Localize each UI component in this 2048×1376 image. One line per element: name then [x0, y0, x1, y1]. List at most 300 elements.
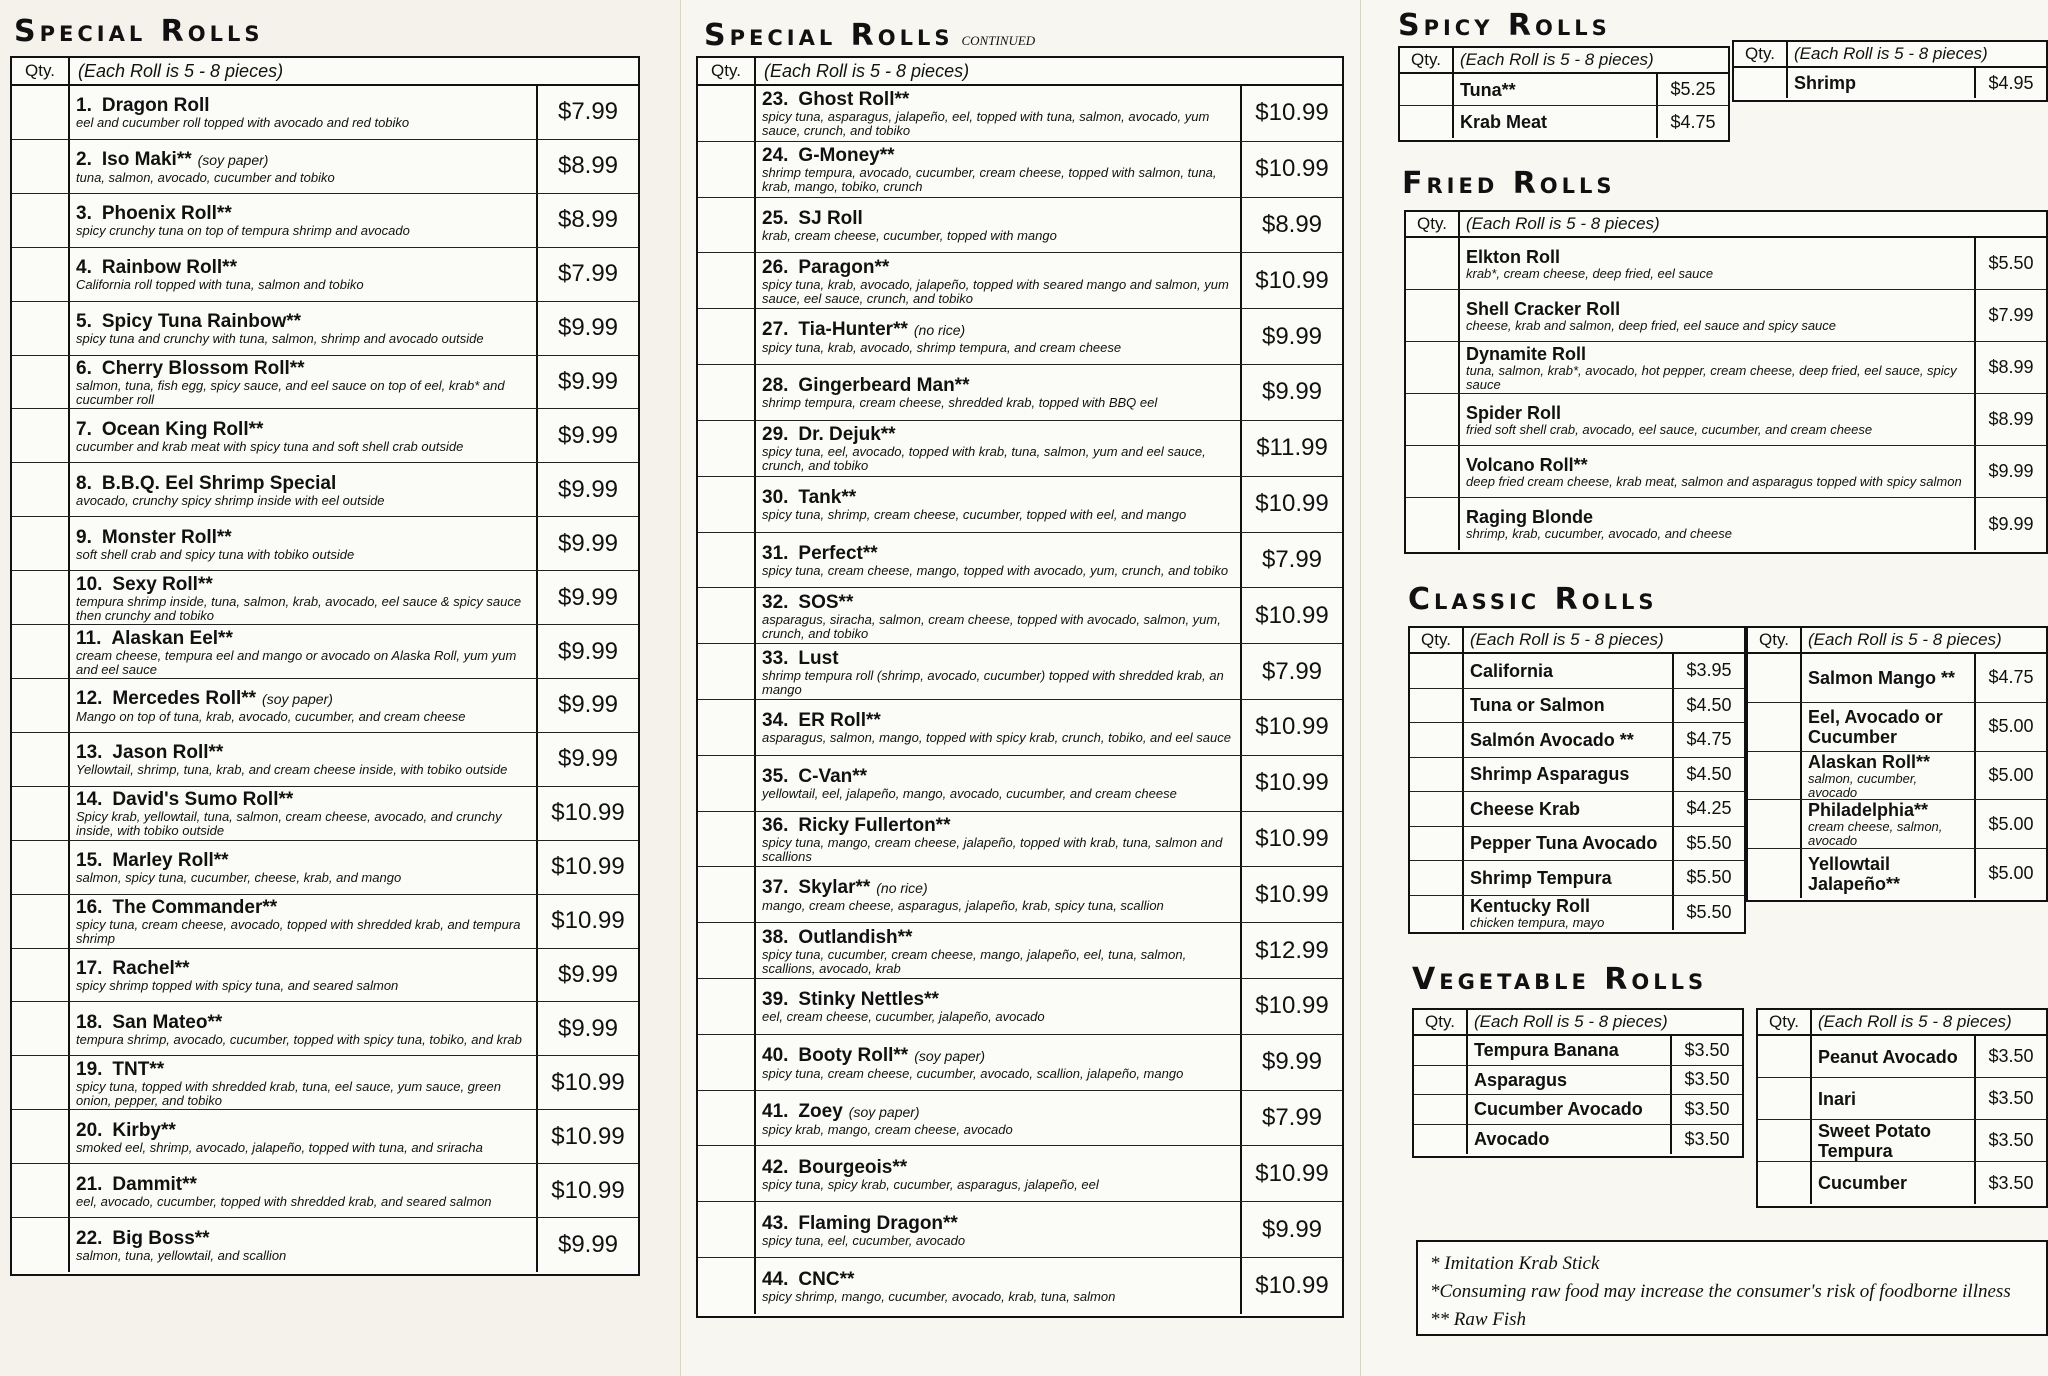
item-cell — [1460, 394, 1976, 445]
item-cell — [1802, 800, 1976, 848]
item-number: 24. — [762, 145, 789, 167]
item-cell — [1788, 68, 1976, 98]
item-name: Tuna** — [1460, 79, 1516, 100]
item-price: $9.99 — [1261, 378, 1323, 406]
item-cell — [1802, 752, 1976, 800]
qty-cell[interactable] — [1748, 800, 1802, 848]
pieces-note: (Each Roll is 5 - 8 pieces) — [1466, 214, 1660, 233]
menu-row — [698, 477, 1342, 533]
item-number: 16. — [76, 897, 103, 919]
qty-cell[interactable] — [1414, 1036, 1468, 1065]
pieces-note: (Each Roll is 5 - 8 pieces) — [1808, 630, 2002, 649]
qty-cell[interactable] — [12, 140, 70, 193]
qty-cell[interactable] — [698, 1146, 756, 1201]
menu-row — [12, 571, 638, 625]
item-name: Sweet Potato Tempura — [1818, 1120, 1932, 1161]
item-title — [76, 203, 530, 224]
item-name: Inari — [1818, 1088, 1857, 1109]
qty-cell[interactable] — [1406, 238, 1460, 289]
classic-rolls-table-right — [1746, 626, 2048, 902]
item-number: 30. — [762, 487, 789, 509]
item-price: $8.99 — [557, 206, 619, 234]
item-price: $4.75 — [1670, 111, 1716, 132]
item-price: $4.95 — [1988, 72, 2034, 93]
vegetable-rolls-table-right — [1756, 1008, 2048, 1208]
item-title — [762, 145, 1234, 166]
qty-cell[interactable] — [1758, 1120, 1812, 1161]
qty-cell[interactable] — [1400, 106, 1454, 138]
item-cell — [70, 787, 538, 840]
item-description: yellowtail, eel, jalapeño, mango, avocado, cucumber, and cream cheese — [762, 786, 1177, 802]
menu-row — [12, 1002, 638, 1056]
item-title — [762, 208, 1234, 229]
item-cell — [70, 194, 538, 247]
item-cell — [1464, 654, 1674, 688]
spicy-rolls-table-right — [1732, 40, 2048, 102]
item-cell — [756, 253, 1242, 308]
item-cell — [756, 142, 1242, 197]
item-number: 3. — [76, 203, 92, 225]
item-description: Mango on top of tuna, krab, avocado, cucumber, and cream cheese — [76, 708, 466, 724]
item-title — [76, 1228, 530, 1249]
special-rolls-continued-table — [696, 56, 1344, 1318]
item-cell — [70, 1056, 538, 1109]
item-description: tempura shrimp inside, tuna, salmon, krab, avocado, eel sauce & spicy sauce then crunchy and tobiko — [76, 593, 522, 623]
qty-cell[interactable] — [1410, 758, 1464, 792]
menu-row — [1406, 290, 2046, 342]
item-cell — [1468, 1095, 1672, 1124]
qty-cell[interactable] — [1406, 394, 1460, 445]
item-number: 28. — [762, 375, 789, 397]
item-number: 10. — [76, 573, 103, 595]
item-price: $10.99 — [1255, 880, 1329, 908]
qty-cell[interactable] — [698, 756, 756, 811]
table-header — [1748, 628, 2046, 654]
item-name: Flaming Dragon** — [798, 1212, 958, 1234]
qty-header: Qty. — [1414, 1010, 1468, 1034]
item-price: $8.99 — [1988, 357, 2034, 377]
qty-cell[interactable] — [1748, 849, 1802, 898]
menu-row — [698, 1258, 1342, 1314]
item-cell — [756, 588, 1242, 643]
qty-cell[interactable] — [12, 194, 70, 247]
qty-cell[interactable] — [698, 365, 756, 420]
item-number: 40. — [762, 1044, 789, 1066]
item-cell — [756, 365, 1242, 420]
qty-cell[interactable] — [12, 409, 70, 462]
grid-rows — [1734, 68, 2046, 98]
item-cell — [756, 477, 1242, 532]
menu-row — [12, 140, 638, 194]
item-description: spicy tuna, cream cheese, avocado, topped with shredded krab, and tempura shrimp — [76, 917, 521, 947]
item-name: CNC** — [798, 1268, 855, 1290]
item-name: ER Roll** — [798, 710, 881, 732]
item-description: mango, cream cheese, asparagus, jalapeño, krab, spicy tuna, scallion — [762, 898, 1164, 914]
qty-cell[interactable] — [698, 533, 756, 588]
qty-cell[interactable] — [698, 1091, 756, 1146]
item-cell — [70, 841, 538, 894]
item-cell — [1464, 827, 1674, 861]
qty-cell[interactable] — [1406, 342, 1460, 393]
item-description: California roll topped with tuna, salmon and tobiko — [76, 277, 364, 293]
qty-cell[interactable] — [698, 700, 756, 755]
menu-row — [698, 198, 1342, 254]
item-note: (soy paper) — [197, 151, 269, 168]
qty-cell[interactable] — [1410, 689, 1464, 723]
item-number: 13. — [76, 742, 103, 764]
item-name: Spicy Tuna Rainbow** — [101, 311, 302, 333]
qty-header: Qty. — [1758, 1010, 1812, 1034]
item-description: shrimp tempura, avocado, cucumber, cream cheese, topped with salmon, tuna, krab, mango, tobiko, crunch — [762, 165, 1217, 195]
item-name: Tank** — [798, 487, 857, 509]
menu-row — [12, 733, 638, 787]
item-cell — [756, 812, 1242, 867]
item-price: $9.99 — [557, 1014, 619, 1042]
item-description: tuna, salmon, avocado, cucumber and tobiko — [76, 169, 335, 185]
item-price: $5.00 — [1988, 764, 2034, 785]
qty-cell[interactable] — [12, 1164, 70, 1217]
qty-cell[interactable] — [12, 86, 70, 139]
menu-row — [1734, 68, 2046, 98]
item-name: Kirby** — [112, 1119, 176, 1141]
qty-cell[interactable] — [12, 1056, 70, 1109]
item-number: 11. — [76, 627, 102, 649]
item-price: $8.99 — [557, 152, 619, 180]
menu-row — [698, 86, 1342, 142]
qty-cell[interactable] — [698, 477, 756, 532]
item-name: Peanut Avocado — [1818, 1046, 1958, 1067]
qty-cell[interactable] — [1410, 792, 1464, 826]
qty-cell[interactable] — [698, 588, 756, 643]
qty-cell[interactable] — [698, 309, 756, 364]
item-description: krab*, cream cheese, deep fried, eel sauce — [1466, 265, 1714, 281]
qty-cell[interactable] — [12, 949, 70, 1002]
item-price: $5.50 — [1988, 253, 2034, 273]
menu-rows — [698, 86, 1342, 1314]
item-description: spicy shrimp, mango, cucumber, avocado, krab, tuna, salmon — [762, 1288, 1116, 1304]
qty-cell[interactable] — [12, 733, 70, 786]
item-title — [762, 1157, 1234, 1178]
item-name: Tia-Hunter** — [798, 319, 908, 341]
item-number: 41. — [762, 1100, 789, 1122]
item-name: Cucumber — [1818, 1173, 1908, 1193]
qty-cell[interactable] — [698, 867, 756, 922]
item-description: shrimp, krab, cucumber, avocado, and cheese — [1466, 526, 1732, 541]
item-name: Booty Roll** — [798, 1044, 909, 1066]
item-description: cream cheese, tempura eel and mango or avocado on Alaska Roll, yum yum and eel sauce — [76, 647, 517, 677]
item-name: Spider Roll — [1466, 402, 1562, 423]
item-cell — [70, 463, 538, 516]
item-title — [76, 789, 530, 810]
qty-header: Qty. — [1410, 628, 1464, 652]
item-cell — [70, 1164, 538, 1217]
qty-cell[interactable] — [1410, 896, 1464, 931]
menu-row — [698, 979, 1342, 1035]
item-price: $10.99 — [1255, 490, 1329, 518]
qty-cell[interactable] — [698, 1202, 756, 1257]
item-title — [762, 543, 1234, 564]
grid-rows — [1748, 654, 2046, 898]
qty-cell[interactable] — [1758, 1036, 1812, 1077]
item-title — [76, 1174, 530, 1195]
menu-row — [1400, 74, 1728, 106]
item-price: $10.99 — [551, 1122, 625, 1150]
qty-cell[interactable] — [1748, 654, 1802, 702]
item-cell — [70, 571, 538, 624]
qty-cell[interactable] — [12, 787, 70, 840]
menu-row — [12, 194, 638, 248]
item-description: cheese, krab and salmon, deep fried, eel sauce and spicy sauce — [1466, 317, 1837, 333]
item-title — [762, 319, 1234, 341]
item-cell — [756, 979, 1242, 1034]
item-title — [76, 473, 530, 494]
item-title — [76, 1012, 530, 1033]
menu-row — [1410, 792, 1744, 827]
menu-row — [698, 309, 1342, 365]
item-number: 1. — [76, 95, 92, 117]
item-price: $4.50 — [1686, 694, 1732, 715]
qty-cell[interactable] — [1758, 1078, 1812, 1119]
qty-cell[interactable] — [1734, 68, 1788, 98]
item-cell — [1464, 792, 1674, 826]
item-price: $10.99 — [551, 907, 625, 935]
menu-row — [12, 841, 638, 895]
item-title — [762, 766, 1234, 787]
item-cell — [1460, 498, 1976, 550]
item-cell — [1802, 703, 1976, 751]
qty-cell[interactable] — [12, 1002, 70, 1055]
qty-cell[interactable] — [1410, 654, 1464, 688]
item-title — [76, 527, 530, 548]
qty-cell[interactable] — [698, 142, 756, 197]
item-number: 32. — [762, 591, 789, 613]
qty-cell[interactable] — [12, 1110, 70, 1163]
item-description: spicy tuna, mango, cream cheese, jalapeño, topped with krab, tuna, salmon and scallions — [762, 834, 1223, 864]
item-cell — [756, 1258, 1242, 1314]
item-name: Lust — [798, 647, 839, 669]
special-rolls-table — [10, 56, 640, 1276]
qty-cell[interactable] — [1414, 1066, 1468, 1095]
item-description: spicy tuna, krab, avocado, shrimp tempura, and cream cheese — [762, 340, 1122, 356]
table-header — [12, 58, 638, 86]
qty-cell[interactable] — [698, 1258, 756, 1314]
item-description: chicken tempura, mayo — [1470, 914, 1605, 930]
item-description: spicy krab, mango, cream cheese, avocado — [762, 1121, 1013, 1137]
item-number: 42. — [762, 1156, 789, 1178]
item-title — [762, 424, 1234, 445]
qty-cell[interactable] — [698, 979, 756, 1034]
spicy-rolls-title: Spicy Rolls — [1398, 8, 1611, 43]
item-name: The Commander** — [112, 897, 278, 919]
item-description: cream cheese, salmon, avocado — [1808, 819, 1943, 849]
menu-row — [1406, 446, 2046, 498]
qty-header: Qty. — [1748, 628, 1802, 652]
item-description: shrimp tempura, cream cheese, shredded krab, topped with BBQ eel — [762, 395, 1158, 411]
item-title — [76, 358, 530, 379]
classic-rolls-table-left — [1408, 626, 1746, 934]
qty-cell[interactable] — [1406, 446, 1460, 497]
qty-cell[interactable] — [12, 679, 70, 732]
qty-cell[interactable] — [698, 253, 756, 308]
item-title — [76, 95, 530, 116]
item-cell — [1812, 1162, 1976, 1204]
menu-row — [1410, 654, 1744, 689]
item-description: eel and cucumber roll topped with avocado and red tobiko — [76, 115, 410, 131]
qty-cell[interactable] — [12, 841, 70, 894]
item-title — [76, 1120, 530, 1141]
menu-row — [12, 625, 638, 679]
grid-rows — [1410, 654, 1744, 930]
item-name: San Mateo** — [112, 1011, 223, 1033]
qty-cell[interactable] — [12, 625, 70, 678]
qty-header: Qty. — [12, 58, 70, 84]
item-cell — [1802, 654, 1976, 702]
qty-cell[interactable] — [698, 923, 756, 978]
item-description: Yellowtail, shrimp, tuna, krab, and cream cheese inside, with tobiko outside — [76, 762, 508, 778]
item-title — [76, 688, 530, 710]
table-header — [1758, 1010, 2046, 1036]
item-price: $7.99 — [557, 98, 619, 126]
item-name: Outlandish** — [798, 926, 913, 948]
item-name: Alaskan Roll** — [1808, 751, 1931, 772]
footnote-raw-fish: ** Raw Fish — [1430, 1309, 1527, 1330]
item-description: tuna, salmon, krab*, avocado, hot pepper, cream cheese, deep fried, eel sauce, spicy sauce — [1466, 362, 1957, 392]
item-price: $3.50 — [1988, 1172, 2034, 1193]
menu-row — [12, 517, 638, 571]
item-name: Dragon Roll — [101, 95, 210, 117]
item-name: Dr. Dejuk** — [798, 424, 896, 446]
qty-cell[interactable] — [1410, 827, 1464, 861]
item-title — [76, 257, 530, 278]
item-title — [762, 815, 1234, 836]
qty-cell[interactable] — [12, 571, 70, 624]
item-name: Skylar** — [798, 877, 871, 899]
menu-row — [1410, 689, 1744, 724]
item-price: $4.75 — [1686, 729, 1732, 750]
qty-cell[interactable] — [12, 1218, 70, 1272]
qty-cell[interactable] — [698, 86, 756, 141]
item-name: Mercedes Roll** — [112, 687, 257, 709]
item-cell — [1464, 723, 1674, 757]
menu-row — [698, 365, 1342, 421]
item-cell — [756, 756, 1242, 811]
item-number: 19. — [76, 1058, 103, 1080]
item-title — [76, 1059, 530, 1080]
qty-cell[interactable] — [1410, 723, 1464, 757]
item-title — [762, 877, 1234, 899]
item-price: $11.99 — [1256, 434, 1328, 462]
item-cell — [70, 1002, 538, 1055]
item-price: $7.99 — [1988, 305, 2034, 325]
qty-cell[interactable] — [1406, 290, 1460, 341]
qty-cell[interactable] — [12, 517, 70, 570]
item-cell — [1812, 1120, 1976, 1161]
menu-row — [1414, 1095, 1742, 1125]
qty-cell[interactable] — [1414, 1125, 1468, 1155]
menu-row — [1406, 394, 2046, 446]
menu-row — [1414, 1066, 1742, 1096]
menu-row — [1758, 1162, 2046, 1204]
item-price: $10.99 — [551, 799, 625, 827]
item-price: $3.50 — [1684, 1039, 1730, 1060]
qty-cell[interactable] — [698, 198, 756, 253]
item-name: G-Money** — [798, 145, 895, 167]
item-description: spicy tuna, cream cheese, cucumber, avocado, scallion, jalapeño, mango — [762, 1065, 1184, 1081]
item-name: Monster Roll** — [101, 526, 232, 548]
qty-cell[interactable] — [12, 356, 70, 409]
qty-cell[interactable] — [698, 1035, 756, 1090]
item-number: 39. — [762, 989, 789, 1011]
item-name: California — [1470, 660, 1554, 681]
menu-row — [698, 1202, 1342, 1258]
item-title — [762, 257, 1234, 278]
menu-row — [12, 356, 638, 410]
pieces-note: (Each Roll is 5 - 8 pieces) — [764, 60, 970, 81]
qty-cell[interactable] — [1758, 1162, 1812, 1204]
item-number: 4. — [76, 257, 92, 279]
item-description: salmon, tuna, fish egg, spicy sauce, and eel sauce on top of eel, krab* and cucumber roll — [76, 377, 505, 407]
item-number: 38. — [762, 926, 789, 948]
qty-cell[interactable] — [12, 248, 70, 301]
item-name: Sexy Roll** — [112, 573, 213, 595]
item-cell — [1460, 238, 1976, 289]
menu-row — [12, 86, 638, 140]
item-price: $5.50 — [1686, 902, 1732, 923]
item-price: $7.99 — [1261, 1104, 1323, 1132]
qty-cell[interactable] — [698, 644, 756, 699]
item-price: $3.50 — [1684, 1098, 1730, 1119]
item-number: 6. — [76, 357, 92, 379]
item-number: 22. — [76, 1227, 103, 1249]
menu-row — [12, 1164, 638, 1218]
item-name: Kentucky Roll — [1470, 895, 1591, 916]
item-name: David's Sumo Roll** — [112, 789, 294, 811]
item-title — [762, 375, 1234, 396]
item-name: Phoenix Roll** — [101, 203, 232, 225]
table-header — [1400, 48, 1728, 74]
qty-cell[interactable] — [1748, 752, 1802, 800]
menu-row — [698, 1146, 1342, 1202]
footnote-raw-food-warning: *Consuming raw food may increase the consumer's risk of foodborne illness — [1430, 1281, 2011, 1302]
qty-cell[interactable] — [12, 895, 70, 948]
item-number: 17. — [76, 957, 103, 979]
item-name: Avocado — [1474, 1129, 1550, 1150]
item-price: $9.99 — [557, 475, 619, 503]
item-price: $5.50 — [1686, 832, 1732, 853]
qty-cell[interactable] — [1400, 74, 1454, 105]
item-description: salmon, tuna, yellowtail, and scallion — [76, 1247, 287, 1263]
qty-cell[interactable] — [1748, 703, 1802, 751]
qty-cell[interactable] — [12, 463, 70, 516]
qty-cell[interactable] — [1414, 1095, 1468, 1124]
qty-cell[interactable] — [1410, 861, 1464, 895]
item-title — [76, 419, 530, 440]
menu-row — [1758, 1078, 2046, 1120]
qty-cell[interactable] — [698, 812, 756, 867]
menu-row — [12, 1110, 638, 1164]
item-name: Jason Roll** — [112, 742, 224, 764]
item-cell — [70, 248, 538, 301]
menu-row — [1406, 342, 2046, 394]
qty-cell[interactable] — [12, 302, 70, 355]
qty-cell[interactable] — [698, 421, 756, 476]
item-name: Cherry Blossom Roll** — [101, 357, 305, 379]
menu-row — [1410, 758, 1744, 793]
item-price: $9.99 — [557, 1230, 619, 1258]
item-cell — [1464, 689, 1674, 723]
qty-cell[interactable] — [1406, 498, 1460, 550]
item-number: 2. — [76, 148, 92, 170]
